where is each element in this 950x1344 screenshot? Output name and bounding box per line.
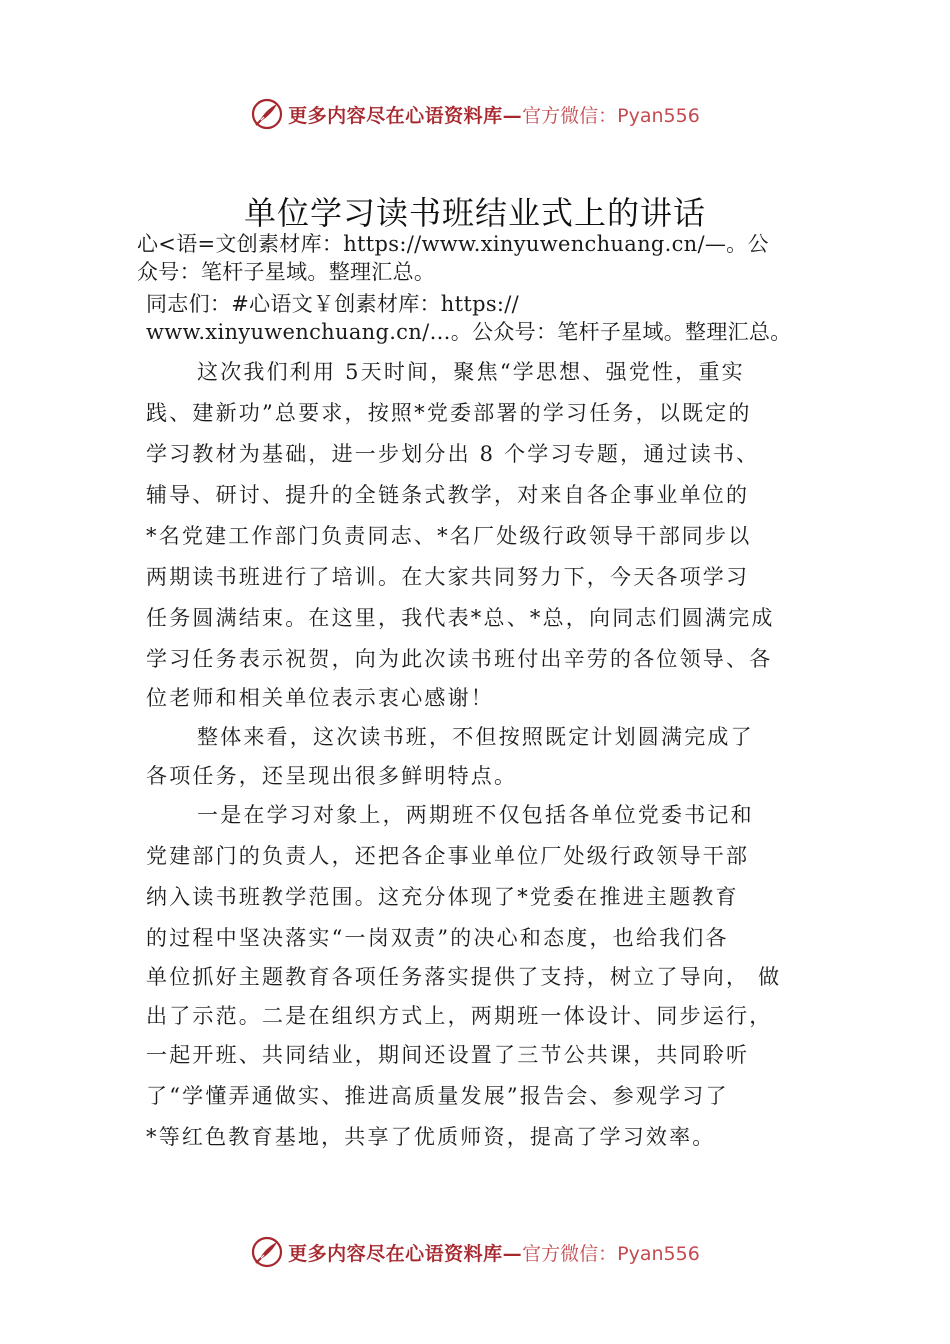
body-line: 了“学懂弄通做实、推进高质量发展”报告会、参观学习了	[146, 1084, 729, 1108]
header-note-line: 众号：笔杆子星域。整理汇总。	[137, 260, 436, 284]
body-line: 各项任务，还呈现出很多鲜明特点。	[146, 764, 518, 788]
header-note-line: www.xinyuwenchuang.cn/…。公众号：笔杆子星域。整理汇总。	[146, 320, 792, 344]
banner-sub-text: 官方微信：Pyan556	[522, 104, 700, 127]
header-banner	[0, 94, 950, 134]
quill-logo-icon	[250, 97, 284, 131]
document-title: 单位学习读书班结业式上的讲话	[243, 194, 706, 232]
body-line: 学习任务表示祝贺，向为此次读书班付出辛劳的各位领导、各	[146, 647, 773, 671]
body-line: 位老师和相关单位表示衷心感谢！	[146, 686, 494, 710]
body-line: 一是在学习对象上，两期班不仅包括各单位党委书记和	[197, 803, 754, 827]
body-line: 两期读书班进行了培训。在大家共同努力下，今天各项学习	[146, 565, 750, 589]
body-line: 纳入读书班教学范围。这充分体现了*党委在推进主题教育	[146, 885, 739, 909]
header-note-line: 心<语=文创素材库：https://www.xinyuwenchuang.cn/—。公	[137, 232, 769, 256]
header-note-line: 同志们：#心语文￥创素材库：https://	[146, 292, 520, 316]
quill-logo-icon	[250, 1235, 284, 1269]
body-line: 党建部门的负责人，还把各企事业单位厂处级行政领导干部	[146, 844, 750, 868]
banner-main-text: 更多内容尽在心语资料库—	[288, 104, 523, 127]
body-line: 出了示范。二是在组织方式上，两期班一体设计、同步运行，	[146, 1004, 773, 1028]
body-line: 任务圆满结束。在这里，我代表*总、*总，向同志们圆满完成	[146, 606, 775, 630]
body-line: 一起开班、共同结业，期间还设置了三节公共课，共同聆听	[146, 1043, 750, 1067]
body-line: 的过程中坚决落实“一岗双责”的决心和态度，也给我们各	[146, 926, 729, 950]
body-line: 整体来看，这次读书班，不但按照既定计划圆满完成了	[197, 725, 754, 749]
body-line: 学习教材为基础，进一步划分出 8 个学习专题，通过读书、	[146, 442, 760, 466]
body-line: 这次我们利用 5天时间，聚焦“学思想、强党性，重实	[197, 360, 745, 384]
body-line: *等红色教育基地，共享了优质师资，提高了学习效率。	[146, 1125, 716, 1149]
body-line: 践、建新功”总要求，按照*党委部署的学习任务，以既定的	[146, 401, 752, 425]
body-line: 辅导、研讨、提升的全链条式教学，对来自各企事业单位的	[146, 483, 750, 507]
body-line: *名党建工作部门负责同志、*名厂处级行政领导干部同步以	[146, 524, 752, 548]
footer-banner	[0, 1232, 950, 1272]
banner-main-text: 更多内容尽在心语资料库—	[288, 1242, 523, 1265]
banner-sub-text: 官方微信：Pyan556	[522, 1242, 700, 1265]
body-line: 单位抓好主题教育各项任务落实提供了支持，树立了导向， 做	[146, 965, 782, 989]
